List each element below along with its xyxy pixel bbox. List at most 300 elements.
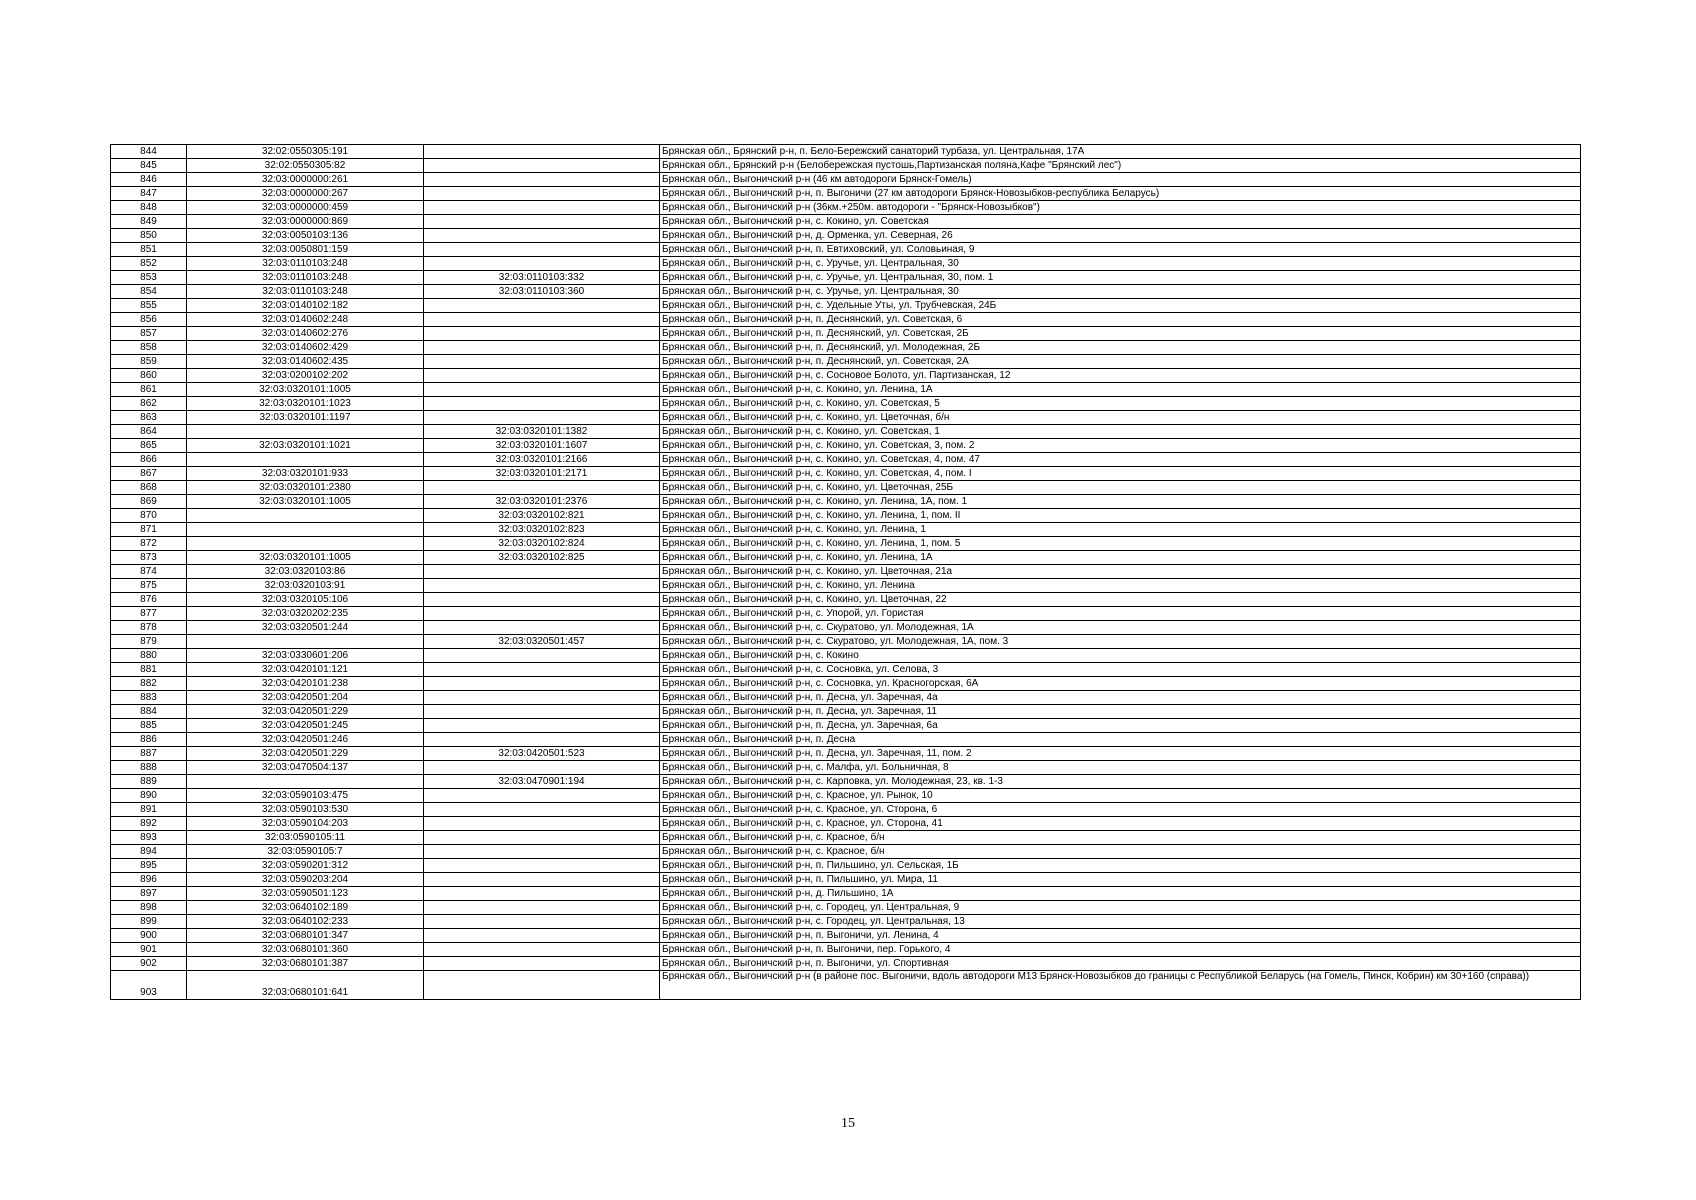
building-number-cell: [424, 719, 660, 733]
building-number-cell: 32:03:0320501:457: [424, 635, 660, 649]
building-number-cell: 32:03:0320101:2166: [424, 453, 660, 467]
land-parcel-number-cell: 32:03:0320105:106: [187, 593, 424, 607]
address-cell: Брянская обл., Выгоничский р-н, с. Красное, ул. Сторона, 6: [660, 803, 1581, 817]
land-parcel-number-cell: 32:03:0420501:229: [187, 747, 424, 761]
row-number-cell: 871: [111, 523, 187, 537]
row-number-cell: 896: [111, 873, 187, 887]
building-number-cell: [424, 355, 660, 369]
land-parcel-number-cell: 32:03:0320101:1023: [187, 397, 424, 411]
building-number-cell: [424, 565, 660, 579]
building-number-cell: [424, 929, 660, 943]
address-cell: Брянская обл., Выгоничский р-н, с. Скуратово, ул. Молодежная, 1А: [660, 621, 1581, 635]
table-row: [111, 299, 1581, 313]
address-cell: Брянская обл., Выгоничский р-н, п. Десна, ул. Заречная, 4а: [660, 691, 1581, 705]
address-cell: Брянская обл., Выгоничский р-н, с. Кокино, ул. Цветочная, 22: [660, 593, 1581, 607]
address-cell: Брянская обл., Выгоничский р-н, с. Кокино: [660, 649, 1581, 663]
row-number-cell: 858: [111, 341, 187, 355]
table-row: [111, 145, 1581, 159]
address-cell: Брянская обл., Выгоничский р-н, с. Кокино, ул. Советская: [660, 215, 1581, 229]
address-cell: Брянская обл., Выгоничский р-н, с. Уручье, ул. Центральная, 30, пом. 1: [660, 271, 1581, 285]
address-cell: Брянская обл., Выгоничский р-н, с. Кокино, ул. Цветочная, 21а: [660, 565, 1581, 579]
land-parcel-number-cell: 32:03:0590103:530: [187, 803, 424, 817]
building-number-cell: [424, 831, 660, 845]
table-row: [111, 649, 1581, 663]
table-row: [111, 523, 1581, 537]
building-number-cell: [424, 257, 660, 271]
land-parcel-number-cell: 32:03:0680101:360: [187, 943, 424, 957]
land-parcel-number-cell: 32:03:0320103:91: [187, 579, 424, 593]
row-number-cell: 844: [111, 145, 187, 159]
address-cell: Брянская обл., Выгоничский р-н, с. Красное, б/н: [660, 831, 1581, 845]
row-number-cell: 894: [111, 845, 187, 859]
building-number-cell: [424, 579, 660, 593]
building-number-cell: [424, 649, 660, 663]
building-number-cell: [424, 229, 660, 243]
table-row: [111, 817, 1581, 831]
address-cell: Брянская обл., Выгоничский р-н, с. Кокино, ул. Ленина, 1: [660, 523, 1581, 537]
address-cell: Брянская обл., Выгоничский р-н, п. Выгоничи, пер. Горького, 4: [660, 943, 1581, 957]
table-row: [111, 383, 1581, 397]
building-number-cell: [424, 957, 660, 971]
address-cell: Брянская обл., Выгоничский р-н, с. Кокино, ул. Ленина, 1А: [660, 551, 1581, 565]
address-cell: Брянская обл., Выгоничский р-н, п. Пильшино, ул. Мира, 11: [660, 873, 1581, 887]
row-number-cell: 851: [111, 243, 187, 257]
table-row: [111, 551, 1581, 565]
table-row: [111, 201, 1581, 215]
table-row: [111, 747, 1581, 761]
land-parcel-number-cell: 32:03:0420101:238: [187, 677, 424, 691]
table-row: [111, 187, 1581, 201]
row-number-cell: 888: [111, 761, 187, 775]
row-number-cell: 859: [111, 355, 187, 369]
land-parcel-number-cell: 32:03:0110103:248: [187, 257, 424, 271]
land-parcel-number-cell: 32:03:0140602:248: [187, 313, 424, 327]
land-parcel-number-cell: 32:03:0320101:1021: [187, 439, 424, 453]
address-cell: Брянская обл., Выгоничский р-н, с. Уручье, ул. Центральная, 30: [660, 257, 1581, 271]
building-number-cell: 32:03:0110103:360: [424, 285, 660, 299]
row-number-cell: 895: [111, 859, 187, 873]
building-number-cell: [424, 327, 660, 341]
table-row: [111, 621, 1581, 635]
land-parcel-number-cell: 32:03:0590201:312: [187, 859, 424, 873]
land-parcel-number-cell: 32:03:0050801:159: [187, 243, 424, 257]
row-number-cell: 887: [111, 747, 187, 761]
row-number-cell: 891: [111, 803, 187, 817]
address-cell: Брянская обл., Выгоничский р-н, п. Деснянский, ул. Молодежная, 2Б: [660, 341, 1581, 355]
building-number-cell: [424, 159, 660, 173]
table-row: [111, 537, 1581, 551]
land-parcel-number-cell: 32:03:0590105:7: [187, 845, 424, 859]
land-parcel-number-cell: 32:03:0420501:246: [187, 733, 424, 747]
table-row: [111, 397, 1581, 411]
table-row: [111, 481, 1581, 495]
land-parcel-number-cell: [187, 635, 424, 649]
row-number-cell: 898: [111, 901, 187, 915]
row-number-cell: 865: [111, 439, 187, 453]
table-row: [111, 845, 1581, 859]
row-number-cell: 873: [111, 551, 187, 565]
building-number-cell: [424, 677, 660, 691]
building-number-cell: 32:03:0320102:825: [424, 551, 660, 565]
building-number-cell: 32:03:0320101:2171: [424, 467, 660, 481]
table-row: [111, 943, 1581, 957]
row-number-cell: 885: [111, 719, 187, 733]
table-row: [111, 859, 1581, 873]
row-number-cell: 875: [111, 579, 187, 593]
address-cell: Брянская обл., Выгоничский р-н, д. Орменка, ул. Северная, 26: [660, 229, 1581, 243]
table-row: [111, 215, 1581, 229]
row-number-cell: 848: [111, 201, 187, 215]
building-number-cell: [424, 607, 660, 621]
row-number-cell: 868: [111, 481, 187, 495]
row-number-cell: 880: [111, 649, 187, 663]
row-number-cell: 900: [111, 929, 187, 943]
table-row: [111, 285, 1581, 299]
building-number-cell: [424, 705, 660, 719]
row-number-cell: 856: [111, 313, 187, 327]
table-row: [111, 173, 1581, 187]
address-cell: Брянская обл., Выгоничский р-н, с. Упорой, ул. Гористая: [660, 607, 1581, 621]
building-number-cell: [424, 803, 660, 817]
table-row: [111, 873, 1581, 887]
table-row: [111, 355, 1581, 369]
land-parcel-number-cell: 32:03:0680101:641: [187, 971, 424, 1000]
building-number-cell: 32:03:0320101:2376: [424, 495, 660, 509]
table-row: [111, 901, 1581, 915]
address-cell: Брянская обл., Выгоничский р-н, с. Кокино, ул. Советская, 1: [660, 425, 1581, 439]
table-row: [111, 663, 1581, 677]
row-number-cell: 860: [111, 369, 187, 383]
address-cell: Брянская обл., Выгоничский р-н, п. Евтиховский, ул. Соловьиная, 9: [660, 243, 1581, 257]
table-row: [111, 915, 1581, 929]
table-row: [111, 229, 1581, 243]
land-parcel-number-cell: 32:03:0320202:235: [187, 607, 424, 621]
row-number-cell: 872: [111, 537, 187, 551]
table-row: [111, 705, 1581, 719]
address-cell: Брянская обл., Выгоничский р-н (в районе пос. Выгоничи, вдоль автодороги М13 Брянск-Новозыбков до границы с Республикой Беларусь (на Гомель, Пинск, Кобрин) км 30+160 (справа)): [660, 971, 1581, 1000]
table-row: [111, 607, 1581, 621]
land-parcel-number-cell: 32:03:0640102:189: [187, 901, 424, 915]
row-number-cell: 899: [111, 915, 187, 929]
address-cell: Брянская обл., Выгоничский р-н, с. Удельные Уты, ул. Трубчевская, 24Б: [660, 299, 1581, 313]
land-parcel-number-cell: 32:03:0110103:248: [187, 285, 424, 299]
table-row: [111, 789, 1581, 803]
row-number-cell: 866: [111, 453, 187, 467]
building-number-cell: [424, 299, 660, 313]
row-number-cell: 884: [111, 705, 187, 719]
address-cell: Брянская обл., Выгоничский р-н, с. Городец, ул. Центральная, 13: [660, 915, 1581, 929]
table-row: [111, 425, 1581, 439]
row-number-cell: 870: [111, 509, 187, 523]
land-parcel-number-cell: 32:03:0320101:1005: [187, 551, 424, 565]
building-number-cell: [424, 369, 660, 383]
row-number-cell: 883: [111, 691, 187, 705]
land-parcel-number-cell: 32:03:0320101:1005: [187, 383, 424, 397]
address-cell: Брянская обл., Выгоничский р-н (36км.+250м. автодороги - "Брянск-Новозыбков"): [660, 201, 1581, 215]
row-number-cell: 890: [111, 789, 187, 803]
building-number-cell: 32:03:0320102:823: [424, 523, 660, 537]
table-row: [111, 733, 1581, 747]
row-number-cell: 862: [111, 397, 187, 411]
land-parcel-number-cell: 32:03:0590103:475: [187, 789, 424, 803]
row-number-cell: 855: [111, 299, 187, 313]
land-parcel-number-cell: 32:03:0000000:459: [187, 201, 424, 215]
building-number-cell: 32:03:0320101:1382: [424, 425, 660, 439]
building-number-cell: [424, 733, 660, 747]
land-parcel-number-cell: 32:03:0320101:1197: [187, 411, 424, 425]
land-parcel-number-cell: [187, 523, 424, 537]
table-row: [111, 369, 1581, 383]
building-number-cell: [424, 383, 660, 397]
building-number-cell: [424, 215, 660, 229]
address-cell: Брянская обл., Выгоничский р-н, с. Кокино, ул. Ленина, 1, пом. II: [660, 509, 1581, 523]
row-number-cell: 892: [111, 817, 187, 831]
land-parcel-number-cell: 32:03:0330601:206: [187, 649, 424, 663]
land-parcel-number-cell: 32:03:0000000:869: [187, 215, 424, 229]
table-row: [111, 467, 1581, 481]
land-parcel-number-cell: [187, 453, 424, 467]
table-body: [111, 145, 1581, 1000]
address-cell: Брянская обл., Выгоничский р-н, п. Деснянский, ул. Советская, 6: [660, 313, 1581, 327]
land-parcel-number-cell: 32:03:0320101:1005: [187, 495, 424, 509]
land-parcel-number-cell: [187, 425, 424, 439]
building-number-cell: [424, 901, 660, 915]
row-number-cell: 869: [111, 495, 187, 509]
table-row: [111, 775, 1581, 789]
land-parcel-number-cell: 32:03:0140602:276: [187, 327, 424, 341]
row-number-cell: 902: [111, 957, 187, 971]
land-parcel-number-cell: 32:03:0140602:429: [187, 341, 424, 355]
row-number-cell: 852: [111, 257, 187, 271]
land-parcel-number-cell: 32:03:0640102:233: [187, 915, 424, 929]
table-row: [111, 159, 1581, 173]
address-cell: Брянская обл., Выгоничский р-н, п. Десна, ул. Заречная, 6а: [660, 719, 1581, 733]
row-number-cell: 864: [111, 425, 187, 439]
table-row: [111, 271, 1581, 285]
building-number-cell: [424, 187, 660, 201]
building-number-cell: [424, 593, 660, 607]
row-number-cell: 874: [111, 565, 187, 579]
row-number-cell: 897: [111, 887, 187, 901]
address-cell: Брянская обл., Выгоничский р-н, с. Скуратово, ул. Молодежная, 1А, пом. 3: [660, 635, 1581, 649]
building-number-cell: [424, 691, 660, 705]
table-row: [111, 677, 1581, 691]
row-number-cell: 845: [111, 159, 187, 173]
address-cell: Брянская обл., Выгоничский р-н, с. Кокино, ул. Ленина: [660, 579, 1581, 593]
row-number-cell: 861: [111, 383, 187, 397]
row-number-cell: 867: [111, 467, 187, 481]
building-number-cell: [424, 943, 660, 957]
row-number-cell: 882: [111, 677, 187, 691]
table-row: [111, 929, 1581, 943]
address-cell: Брянская обл., Выгоничский р-н, с. Кокино, ул. Цветочная, б/н: [660, 411, 1581, 425]
table-row: [111, 439, 1581, 453]
row-number-cell: 886: [111, 733, 187, 747]
address-cell: Брянская обл., Выгоничский р-н, с. Кокино, ул. Советская, 4, пом. I: [660, 467, 1581, 481]
address-cell: Брянская обл., Выгоничский р-н, п. Выгоничи (27 км автодороги Брянск-Новозыбков-республика Беларусь): [660, 187, 1581, 201]
row-number-cell: 847: [111, 187, 187, 201]
address-cell: Брянская обл., Выгоничский р-н, с. Кокино, ул. Советская, 4, пом. 47: [660, 453, 1581, 467]
row-number-cell: 878: [111, 621, 187, 635]
address-cell: Брянская обл., Выгоничский р-н, с. Кокино, ул. Ленина, 1А, пом. 1: [660, 495, 1581, 509]
address-cell: Брянская обл., Выгоничский р-н, с. Уручье, ул. Центральная, 30: [660, 285, 1581, 299]
land-parcel-number-cell: [187, 509, 424, 523]
building-number-cell: [424, 915, 660, 929]
land-parcel-number-cell: 32:03:0320501:244: [187, 621, 424, 635]
address-cell: Брянская обл., Брянский р-н (Белобережская пустошь,Партизанская поляна,Кафе "Брянский лес"): [660, 159, 1581, 173]
row-number-cell: 879: [111, 635, 187, 649]
land-parcel-number-cell: 32:03:0050103:136: [187, 229, 424, 243]
building-number-cell: 32:03:0320102:821: [424, 509, 660, 523]
land-parcel-number-cell: 32:03:0140602:435: [187, 355, 424, 369]
land-parcel-number-cell: 32:03:0590501:123: [187, 887, 424, 901]
address-cell: Брянская обл., Выгоничский р-н, с. Красное, ул. Сторона, 41: [660, 817, 1581, 831]
address-cell: Брянская обл., Выгоничский р-н, с. Сосновка, ул. Красногорская, 6А: [660, 677, 1581, 691]
address-cell: Брянская обл., Выгоничский р-н, п. Деснянский, ул. Советская, 2Б: [660, 327, 1581, 341]
table-row: [111, 495, 1581, 509]
building-number-cell: [424, 481, 660, 495]
address-cell: Брянская обл., Выгоничский р-н, с. Кокино, ул. Ленина, 1, пом. 5: [660, 537, 1581, 551]
table-row: [111, 327, 1581, 341]
land-parcel-number-cell: 32:03:0140102:182: [187, 299, 424, 313]
land-parcel-number-cell: [187, 775, 424, 789]
table-row: [111, 341, 1581, 355]
address-cell: Брянская обл., Выгоничский р-н, с. Городец, ул. Центральная, 9: [660, 901, 1581, 915]
building-number-cell: [424, 411, 660, 425]
address-cell: Брянская обл., Выгоничский р-н, п. Десна: [660, 733, 1581, 747]
building-number-cell: [424, 243, 660, 257]
table-row: [111, 635, 1581, 649]
row-number-cell: 849: [111, 215, 187, 229]
row-number-cell: 889: [111, 775, 187, 789]
address-cell: Брянская обл., Выгоничский р-н (46 км автодороги Брянск-Гомель): [660, 173, 1581, 187]
building-number-cell: [424, 621, 660, 635]
table-row: [111, 887, 1581, 901]
building-number-cell: 32:03:0110103:332: [424, 271, 660, 285]
address-cell: Брянская обл., Выгоничский р-н, д. Пильшино, 1А: [660, 887, 1581, 901]
row-number-cell: 850: [111, 229, 187, 243]
table-row: [111, 691, 1581, 705]
address-cell: Брянская обл., Выгоничский р-н, п. Деснянский, ул. Советская, 2А: [660, 355, 1581, 369]
address-cell: Брянская обл., Выгоничский р-н, с. Кокино, ул. Цветочная, 25Б: [660, 481, 1581, 495]
row-number-cell: 881: [111, 663, 187, 677]
table-row: [111, 971, 1581, 1000]
address-cell: Брянская обл., Выгоничский р-н, п. Десна, ул. Заречная, 11: [660, 705, 1581, 719]
address-cell: Брянская обл., Выгоничский р-н, с. Карповка, ул. Молодежная, 23, кв. 1-3: [660, 775, 1581, 789]
table-row: [111, 761, 1581, 775]
land-parcel-number-cell: 32:03:0590105:11: [187, 831, 424, 845]
land-parcel-number-cell: 32:03:0420101:121: [187, 663, 424, 677]
land-parcel-number-cell: 32:03:0320103:86: [187, 565, 424, 579]
row-number-cell: 854: [111, 285, 187, 299]
building-number-cell: 32:03:0470901:194: [424, 775, 660, 789]
land-parcel-number-cell: 32:03:0200102:202: [187, 369, 424, 383]
address-cell: Брянская обл., Выгоничский р-н, с. Красное, б/н: [660, 845, 1581, 859]
land-parcel-number-cell: 32:03:0590203:204: [187, 873, 424, 887]
address-cell: Брянская обл., Выгоничский р-н, п. Выгоничи, ул. Ленина, 4: [660, 929, 1581, 943]
row-number-cell: 853: [111, 271, 187, 285]
row-number-cell: 877: [111, 607, 187, 621]
page-number: 15: [841, 1116, 855, 1131]
land-parcel-number-cell: 32:03:0320101:2380: [187, 481, 424, 495]
address-cell: Брянская обл., Выгоничский р-н, с. Сосновка, ул. Селова, 3: [660, 663, 1581, 677]
building-number-cell: [424, 663, 660, 677]
building-number-cell: 32:03:0320102:824: [424, 537, 660, 551]
row-number-cell: 903: [111, 971, 187, 1000]
building-number-cell: [424, 971, 660, 1000]
row-number-cell: 876: [111, 593, 187, 607]
building-number-cell: [424, 313, 660, 327]
address-cell: Брянская обл., Выгоничский р-н, п. Десна, ул. Заречная, 11, пом. 2: [660, 747, 1581, 761]
table-row: [111, 243, 1581, 257]
address-cell: Брянская обл., Выгоничский р-н, с. Малфа, ул. Больничная, 8: [660, 761, 1581, 775]
building-number-cell: [424, 397, 660, 411]
table-row: [111, 453, 1581, 467]
table-row: [111, 593, 1581, 607]
table-row: [111, 957, 1581, 971]
land-parcel-number-cell: 32:02:0550305:82: [187, 159, 424, 173]
building-number-cell: [424, 873, 660, 887]
building-number-cell: [424, 145, 660, 159]
land-parcel-number-cell: 32:03:0420501:245: [187, 719, 424, 733]
land-parcel-number-cell: 32:03:0470504:137: [187, 761, 424, 775]
land-parcel-number-cell: [187, 537, 424, 551]
table-row: [111, 719, 1581, 733]
row-number-cell: 893: [111, 831, 187, 845]
building-number-cell: 32:03:0320101:1607: [424, 439, 660, 453]
row-number-cell: 846: [111, 173, 187, 187]
address-cell: Брянская обл., Выгоничский р-н, с. Сосновое Болото, ул. Партизанская, 12: [660, 369, 1581, 383]
land-parcel-number-cell: 32:03:0680101:387: [187, 957, 424, 971]
address-cell: Брянская обл., Брянский р-н, п. Бело-Бережский санаторий турбаза, ул. Центральная, 17А: [660, 145, 1581, 159]
address-cell: Брянская обл., Выгоничский р-н, с. Кокино, ул. Советская, 3, пом. 2: [660, 439, 1581, 453]
address-cell: Брянская обл., Выгоничский р-н, п. Выгоничи, ул. Спортивная: [660, 957, 1581, 971]
land-parcel-number-cell: 32:03:0000000:261: [187, 173, 424, 187]
building-number-cell: 32:03:0420501:523: [424, 747, 660, 761]
building-number-cell: [424, 817, 660, 831]
table-row: [111, 803, 1581, 817]
building-number-cell: [424, 201, 660, 215]
row-number-cell: 857: [111, 327, 187, 341]
row-number-cell: 901: [111, 943, 187, 957]
land-parcel-number-cell: 32:02:0550305:191: [187, 145, 424, 159]
land-parcel-number-cell: 32:03:0420501:204: [187, 691, 424, 705]
address-cell: Брянская обл., Выгоничский р-н, с. Кокино, ул. Ленина, 1А: [660, 383, 1581, 397]
table-row: [111, 831, 1581, 845]
building-number-cell: [424, 845, 660, 859]
land-parcel-number-cell: 32:03:0420501:229: [187, 705, 424, 719]
building-number-cell: [424, 789, 660, 803]
address-cell: Брянская обл., Выгоничский р-н, с. Красное, ул. Рынок, 10: [660, 789, 1581, 803]
table-row: [111, 257, 1581, 271]
building-number-cell: [424, 341, 660, 355]
building-number-cell: [424, 761, 660, 775]
table-row: [111, 411, 1581, 425]
building-number-cell: [424, 173, 660, 187]
building-number-cell: [424, 887, 660, 901]
table-row: [111, 313, 1581, 327]
row-number-cell: 863: [111, 411, 187, 425]
cadastral-table: [110, 144, 1581, 1000]
building-number-cell: [424, 859, 660, 873]
land-parcel-number-cell: 32:03:0000000:267: [187, 187, 424, 201]
table-row: [111, 579, 1581, 593]
table-row: [111, 565, 1581, 579]
address-cell: Брянская обл., Выгоничский р-н, с. Кокино, ул. Советская, 5: [660, 397, 1581, 411]
table-row: [111, 509, 1581, 523]
land-parcel-number-cell: 32:03:0320101:933: [187, 467, 424, 481]
land-parcel-number-cell: 32:03:0110103:248: [187, 271, 424, 285]
